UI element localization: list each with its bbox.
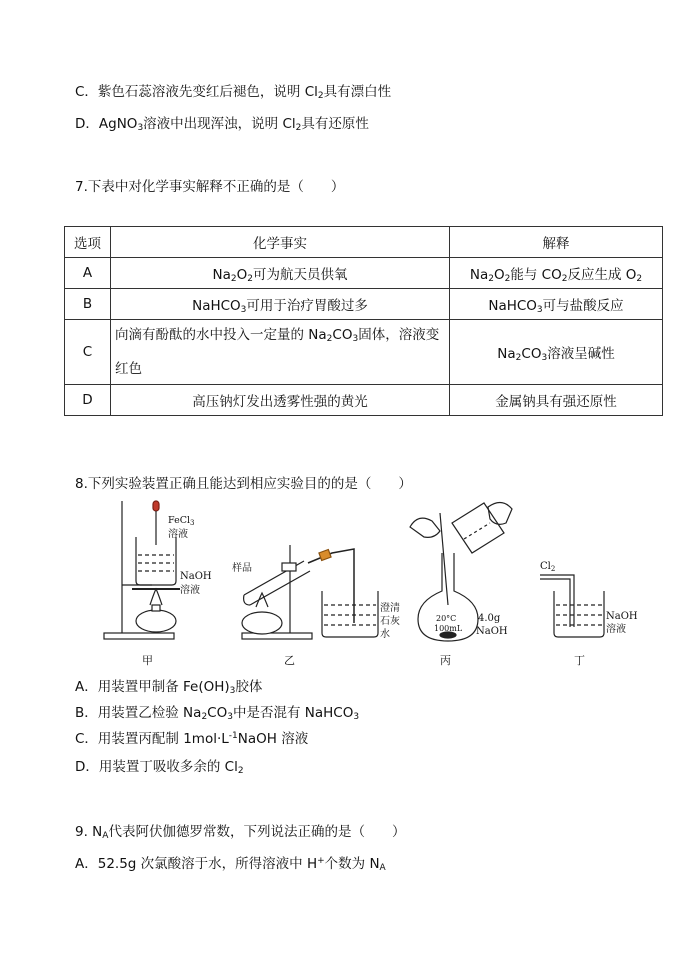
q6-option-c: C．紫色石蕊溶液先变红后褪色，说明 $Cl_2$具有漂白性 bbox=[75, 84, 392, 101]
q9-title: 9. $N_A$代表阿伏伽德罗常数，下列说法正确的是（ ） bbox=[75, 824, 406, 841]
test-tube bbox=[244, 561, 310, 605]
jia-reagent1-label-b: 溶液 bbox=[168, 529, 188, 540]
cell-explanation: 金属钠具有强还原性 bbox=[450, 385, 663, 416]
q6-option-d: D．AgNO$_3$溶液中出现浑浊，说明 $Cl_2$具有还原性 bbox=[75, 116, 369, 133]
cell-fact: $Na_2O_2$可为航天员供氧 bbox=[111, 258, 450, 289]
cell-fact: 向滴有酚酞的水中投入一定量的 $Na_2CO_3$固体，溶液变 红色 bbox=[111, 320, 450, 385]
header-option: 选项 bbox=[65, 227, 111, 258]
bing-temp-label: 20°C bbox=[436, 614, 457, 623]
ding-reagent-label-b: 溶液 bbox=[606, 624, 626, 635]
apparatus-figure bbox=[92, 493, 652, 668]
apparatus-ding bbox=[540, 561, 638, 667]
yi-limewater-label-3: 水 bbox=[380, 629, 390, 640]
q8-option-b: B．用装置乙检验 $Na_2CO_3$中是否混有 NaHCO$_3$ bbox=[75, 705, 360, 722]
q8-option-d: D．用装置丁吸收多余的 $Cl_2$ bbox=[75, 759, 244, 776]
caption-bing: 丙 bbox=[440, 654, 451, 667]
pouring-beaker bbox=[452, 503, 504, 553]
jia-reagent2-label-b: 溶液 bbox=[180, 585, 200, 596]
cell-explanation: $Na_2O_2$能与 $CO_2$反应生成 $O_2$ bbox=[450, 258, 663, 289]
apparatus-jia bbox=[104, 501, 212, 667]
cell-option: B bbox=[65, 289, 111, 320]
jia-reagent1-label: FeCl$_3$ bbox=[168, 515, 195, 527]
liquid-hatch bbox=[464, 523, 490, 539]
table-row bbox=[65, 258, 663, 289]
dropper-bulb bbox=[153, 501, 159, 511]
yi-limewater-label-2: 石灰 bbox=[380, 616, 400, 627]
header-explanation: 解释 bbox=[450, 227, 663, 258]
yi-sample-label: 样品 bbox=[232, 563, 252, 574]
alcohol-lamp bbox=[242, 612, 282, 634]
clamp bbox=[282, 563, 296, 571]
stand-base bbox=[242, 633, 312, 639]
cell-explanation: $Na_2CO_3$溶液呈碱性 bbox=[450, 320, 663, 385]
apparatus-yi bbox=[232, 545, 400, 667]
beaker-yi bbox=[322, 591, 378, 637]
apparatus-bing bbox=[410, 502, 512, 667]
lamp-neck bbox=[152, 605, 160, 611]
cell-fact: NaHCO$_3$可用于治疗胃酸过多 bbox=[111, 289, 450, 320]
beaker-ding bbox=[554, 591, 604, 637]
gas-inlet-tube bbox=[540, 575, 574, 627]
q8-option-a: A．用装置甲制备 $Fe(OH)_3$胶体 bbox=[75, 679, 263, 696]
delivery-tube bbox=[308, 549, 354, 623]
bing-vol-label: 100mL bbox=[434, 624, 463, 633]
caption-yi: 乙 bbox=[284, 654, 295, 667]
yi-limewater-label-1: 澄清 bbox=[380, 603, 400, 614]
cell-option: C bbox=[65, 320, 111, 385]
hand-left-icon bbox=[410, 518, 440, 537]
table-row bbox=[65, 289, 663, 320]
caption-ding: 丁 bbox=[574, 654, 585, 667]
alcohol-lamp bbox=[136, 610, 176, 632]
header-fact: 化学事实 bbox=[111, 227, 450, 258]
q9-option-a: A．52.5g 次氯酸溶于水，所得溶液中 H+个数为 $N_A$ bbox=[75, 856, 386, 873]
cell-option: D bbox=[65, 385, 111, 416]
q7-title: 7.下表中对化学事实解释不正确的是（ ） bbox=[75, 179, 345, 195]
stand-base bbox=[104, 633, 174, 639]
q7-table bbox=[64, 226, 663, 416]
q8-option-c: C．用装置丙配制 $1mol\cdot L^{-1}NaOH$ 溶液 bbox=[75, 731, 309, 747]
table-row bbox=[65, 320, 663, 385]
ding-reagent-label: NaOH bbox=[606, 611, 638, 622]
stopper bbox=[319, 550, 331, 561]
q8-title: 8.下列实验装置正确且能达到相应实验目的的是（ ） bbox=[75, 476, 412, 492]
caption-jia: 甲 bbox=[142, 654, 153, 667]
table-row bbox=[65, 385, 663, 416]
cell-option: A bbox=[65, 258, 111, 289]
ding-gas-label: $Cl_2$ bbox=[540, 561, 556, 573]
jia-reagent2-label: NaOH bbox=[180, 571, 212, 582]
bing-solute-label: NaOH bbox=[476, 626, 508, 637]
burner-flame bbox=[150, 589, 162, 605]
bing-mass-label: 4.0g bbox=[478, 613, 501, 624]
cell-fact: 高压钠灯发出透雾性强的黄光 bbox=[111, 385, 450, 416]
table-header-row bbox=[65, 227, 663, 258]
cell-explanation: NaHCO$_3$可与盐酸反应 bbox=[450, 289, 663, 320]
